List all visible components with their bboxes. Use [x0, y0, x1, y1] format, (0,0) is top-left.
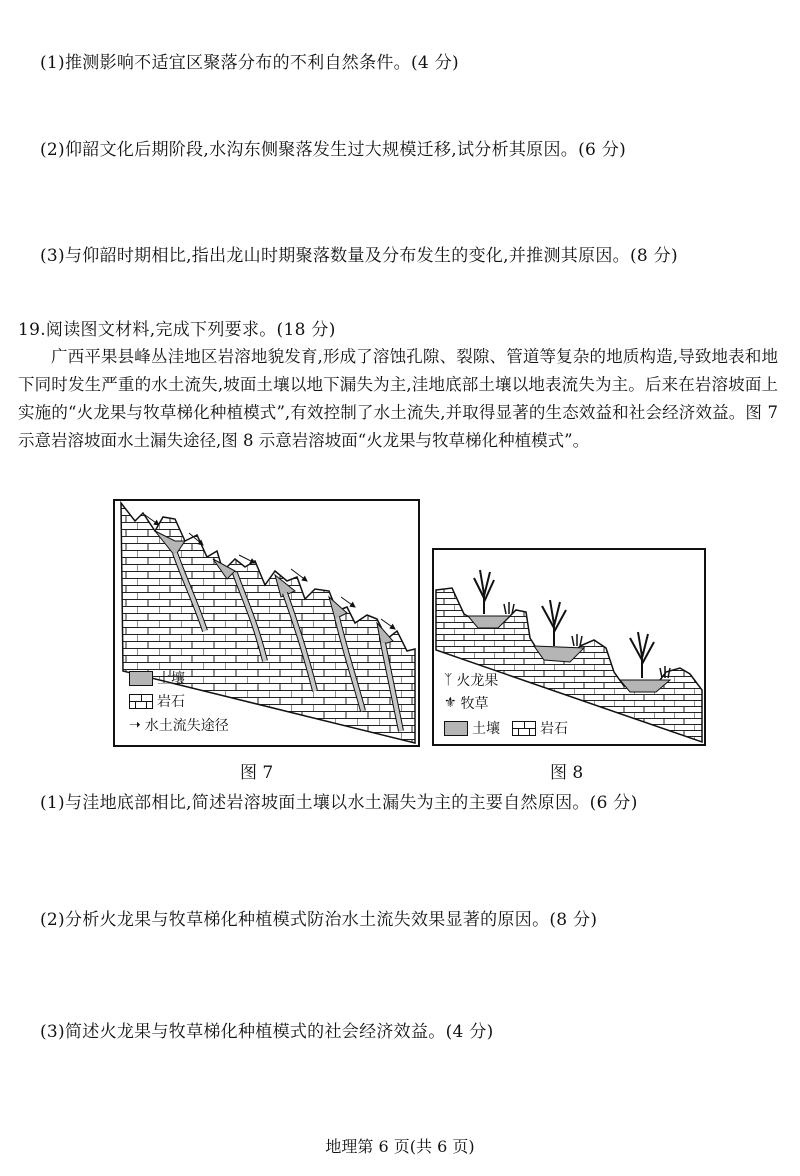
grass-icon: ⚜	[444, 695, 457, 711]
arrow-icon: ➝	[129, 717, 141, 733]
legend-soil-rock	[444, 718, 568, 738]
question-bottom-3: (3)简述火龙果与牧草梯化种植模式的社会经济效益。(4 分)	[40, 1022, 494, 1042]
question-top-3: (3)与仰韶时期相比,指出龙山时期聚落数量及分布发生的变化,并推测其原因。(8 分)	[40, 246, 678, 266]
legend-grass	[444, 693, 489, 713]
rock-swatch	[129, 694, 153, 709]
legend-rock	[129, 691, 185, 711]
legend-rock-label: 岩石	[540, 721, 568, 737]
legend-path-label: 水土流失途径	[144, 718, 229, 734]
legend-grass-label: 牧草	[460, 696, 489, 712]
legend-dragonfruit	[444, 670, 498, 690]
legend-soil-label: 土壤	[157, 671, 185, 687]
figure-7-caption: 图 7	[240, 763, 274, 783]
question-bottom-2: (2)分析火龙果与牧草梯化种植模式防治水土流失效果显著的原因。(8 分)	[40, 910, 598, 930]
rock-swatch	[512, 721, 536, 736]
q19-paragraph: 广西平果县峰丛洼地区岩溶地貌发育,形成了溶蚀孔隙、裂隙、管道等复杂的地质构造,导致地表和地下同时发生严重的水土流失,坡面土壤以地下漏失为主,洼地底部土壤以地表流失为主。后来在岩溶坡面上实施的“火龙果与牧草梯化种植模式”,有效控制了水土流失,并取得显著的生态效益和社会经济效益。图 7 示意岩溶坡面水土漏失途径,图 8 示意岩溶坡面“火龙果与牧草梯化种植模式”。	[18, 347, 778, 450]
q19-material	[18, 343, 778, 455]
figure-8-caption: 图 8	[550, 763, 584, 783]
legend-rock-label: 岩石	[157, 694, 185, 710]
q19-header: 19.阅读图文材料,完成下列要求。(18 分)	[18, 320, 336, 340]
dragonfruit-icon: ᛉ	[444, 672, 453, 688]
legend-soil-label: 土壤	[472, 721, 500, 737]
question-bottom-1: (1)与洼地底部相比,简述岩溶坡面土壤以水土漏失为主的主要自然原因。(6 分)	[40, 793, 638, 813]
soil-swatch	[444, 721, 468, 736]
figure-8	[432, 548, 706, 746]
soil-swatch	[129, 671, 153, 686]
figure-8-diagram	[434, 550, 704, 744]
page-footer: 地理第 6 页(共 6 页)	[325, 1137, 475, 1156]
question-top-1: (1)推测影响不适宜区聚落分布的不利自然条件。(4 分)	[40, 53, 459, 73]
question-top-2: (2)仰韶文化后期阶段,水沟东侧聚落发生过大规模迁移,试分析其原因。(6 分)	[40, 140, 627, 160]
legend-path	[129, 715, 229, 735]
legend-soil	[129, 668, 185, 688]
legend-dragonfruit-label: 火龙果	[456, 673, 499, 689]
figure-7	[113, 499, 420, 747]
